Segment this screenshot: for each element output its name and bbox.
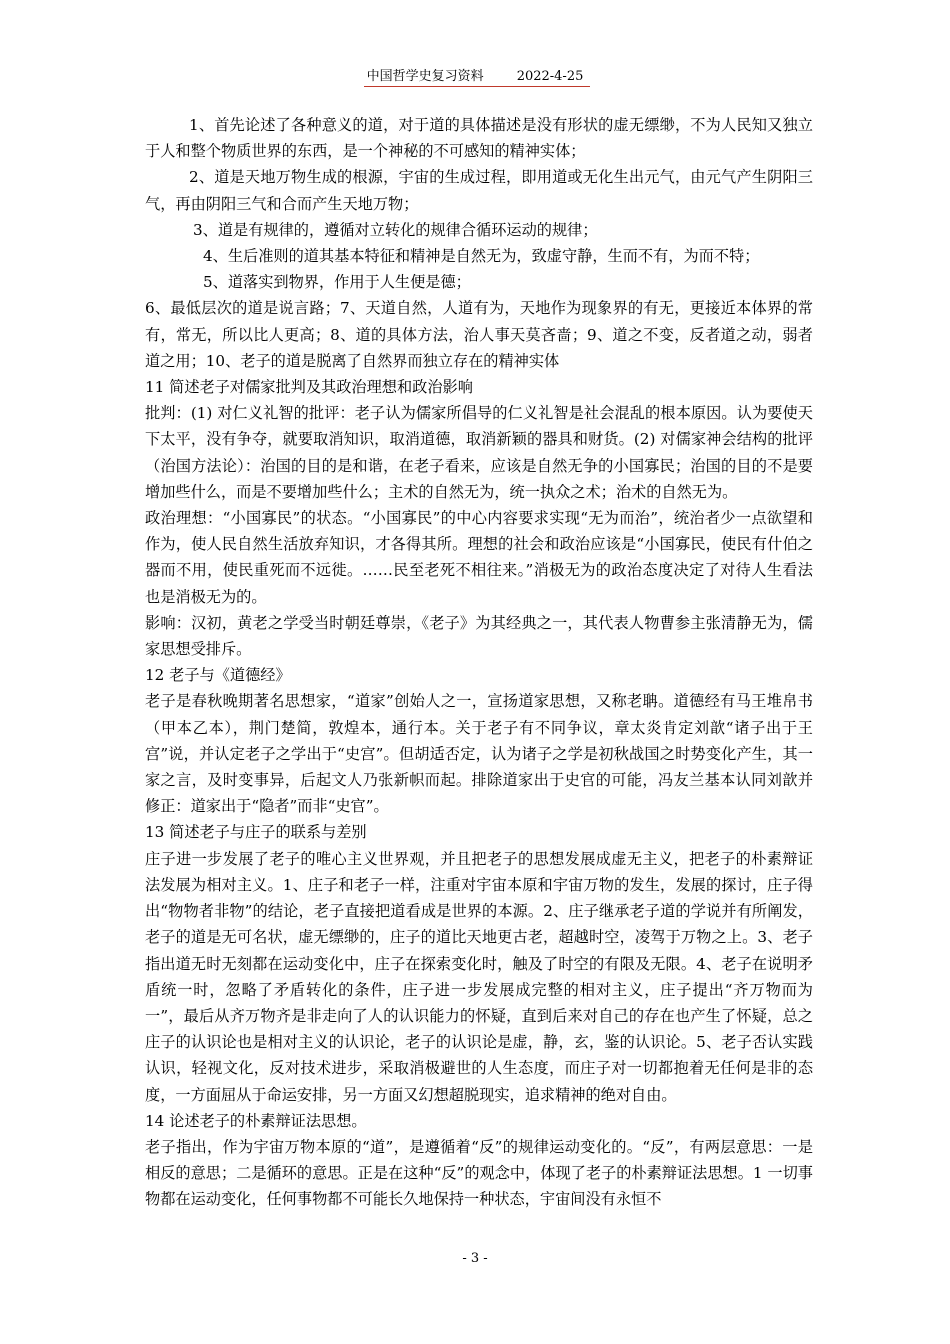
header-date: 2022-4-25 xyxy=(516,69,584,84)
paragraph: 庄子进一步发展了老子的唯心主义世界观，并且把老子的思想发展成虚无主义，把老子的朴素辩证法发展为相对主义。1、庄子和老子一样，注重对宇宙本原和宇宙万物的发生，发展的探讨，庄子得出“物物者非物”的结论，老子直接把道看成是世界的本源。2、庄子继承老子道的学说并有所阐发，老子的道是无可名状，虚无缥缈的，庄子的道比天地更古老，超越时空，凌驾于万物之上。3、老子指出道无时无刻都在运动变化中，庄子在探索变化时，触及了时空的有限及无限。4、老子在说明矛盾统一时，忽略了矛盾转化的条件，庄子进一步发展成完整的相对主义，庄子提出“齐万物而为一”，最后从齐万物齐是非走向了人的认识能力的怀疑，直到后来对自己的存在也产生了怀疑，总之庄子的认识论也是相对主义的认识论，老子的认识论是虚，静，玄，鉴的认识论。5、老子否认实践认识，轻视文化，反对技术进步，采取消极避世的人生态度，而庄子对一切都抱着无任何是非的态度，一方面屈从于命运安排，另一方面又幻想超脱现实，追求精神的绝对自由。 xyxy=(145,849,813,1104)
paragraph: 6、最低层次的道是说言路；7、天道自然，人道有为，天地作为现象界的有无，更接近本体界的常有，常无，所以比人更高；8、道的具体方法，治人事天莫吝啬；9、道之不变，反者道之动，弱者道之用；10、老子的道是脱离了自然界而独立存在的精神实体 xyxy=(145,299,813,370)
section-heading: 12 老子与《道德经》 xyxy=(145,666,291,685)
header-underline xyxy=(364,86,590,87)
paragraph: 3、道是有规律的，遵循对立转化的规律合循环运动的规律； xyxy=(193,220,598,239)
paragraph: 老子指出，作为宇宙万物本原的“道”，是遵循着“反”的规律运动变化的。“反”，有两层意思：一是相反的意思；二是循环的意思。正是在这种“反”的观念中，体现了老子的朴素辩证法思想。1 一切事物都在运动变化，任何事物都不可能长久地保持一种状态，宇宙间没有永恒不 xyxy=(145,1137,813,1209)
page-number: - 3 - xyxy=(462,1251,488,1266)
section-heading: 11 简述老子对儒家批判及其政治理想和政治影响 xyxy=(145,378,473,397)
paragraph: 4、生后准则的道其基本特征和精神是自然无为，致虚守静，生而不有，为而不特； xyxy=(203,247,760,266)
paragraph: 老子是春秋晚期著名思想家，“道家”创始人之一，宣扬道家思想，又称老聃。道德经有马王堆帛书（甲本乙本），荆门楚简，敦煌本，通行本。关于老子有不同争议，章太炎肯定刘歆“诸子出于王宫”说，并认定老子之学出于“史宫”。但胡适否定，认为诸子之学是初秋战国之时势变化产生，其一家之言，及时变事异，后起文人乃张新帜而起。排除道家出于史官的可能，冯友兰基本认同刘歆并修正：道家出于“隐者”而非“史官”。 xyxy=(145,692,813,816)
paragraph: 1、首先论述了各种意义的道，对于道的具体描述是没有形状的虚无缥缈，不为人民知又独立于人和整个物质世界的东西，是一个神秘的不可感知的精神实体； xyxy=(145,116,813,161)
paragraph: 影响：汉初，黄老之学受当时朝廷尊崇，《老子》为其经典之一，其代表人物曹参主张清静无为，儒家思想受排斥。 xyxy=(145,613,813,659)
paragraph: 2、道是天地万物生成的根源，宇宙的生成过程，即用道或无化生出元气，由元气产生阴阳三气，再由阴阳三气和合而产生天地万物； xyxy=(145,168,813,213)
paragraph: 5、道落实到物界，作用于人生便是德； xyxy=(203,273,471,292)
page-header xyxy=(0,68,950,86)
header-title: 中国哲学史复习资料 xyxy=(366,69,484,84)
section-heading: 14 论述老子的朴素辩证法思想。 xyxy=(145,1111,367,1130)
paragraph: 批判：(1) 对仁义礼智的批评：老子认为儒家所倡导的仁义礼智是社会混乱的根本原因。认为要使天下太平，没有争夺，就要取消知识，取消道德，取消新颖的器具和财货。(2) 对儒家神会结构的批评（治国方法论）：治国的目的是和谐，在老子看来，应该是自然无争的小国寡民；治国的目的不是要增加些什么，而是不要增加些什么；主术的自然无为，统一执众之术；治术的自然无为。 xyxy=(145,404,813,501)
document-body xyxy=(145,112,813,1213)
section-heading: 13 简述老子与庄子的联系与差别 xyxy=(145,823,367,842)
paragraph: 政治理想：“小国寡民”的状态。“小国寡民”的中心内容要求实现“无为而治”，统治者少一点欲望和作为，使人民自然生活放弃知识，才各得其所。理想的社会和政治应该是“小国寡民，使民有什伯之器而不用，使民重死而不远徙。……民至老死不相往来。”消极无为的政治态度决定了对待人生看法也是消极无为的。 xyxy=(145,509,813,606)
